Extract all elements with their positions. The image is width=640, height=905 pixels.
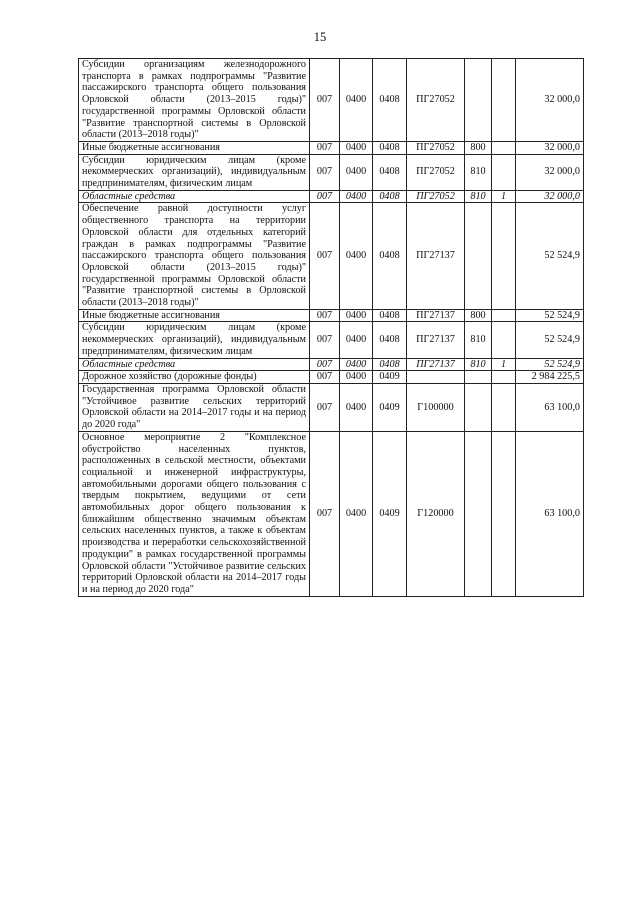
target-article-code: ПГ27137 xyxy=(407,358,465,371)
funding-source-code xyxy=(492,383,516,431)
amount: 32 000,0 xyxy=(516,141,584,154)
amount: 32 000,0 xyxy=(516,59,584,142)
row-name: Иные бюджетные ассигнования xyxy=(79,141,310,154)
expense-type-code: 810 xyxy=(465,154,492,190)
ministry-code: 007 xyxy=(310,358,340,371)
expense-type-code: 800 xyxy=(465,141,492,154)
ministry-code: 007 xyxy=(310,431,340,596)
ministry-code: 007 xyxy=(310,309,340,322)
row-name: Областные средства xyxy=(79,190,310,203)
budget-table xyxy=(78,58,584,597)
section-code: 0400 xyxy=(340,431,373,596)
table-row xyxy=(79,59,584,142)
subsection-code: 0408 xyxy=(373,190,407,203)
target-article-code xyxy=(407,371,465,384)
target-article-code: ПГ27137 xyxy=(407,309,465,322)
expense-type-code xyxy=(465,431,492,596)
section-code: 0400 xyxy=(340,358,373,371)
section-code: 0400 xyxy=(340,203,373,309)
amount: 52 524,9 xyxy=(516,309,584,322)
subsection-code: 0408 xyxy=(373,358,407,371)
funding-source-code xyxy=(492,141,516,154)
amount: 63 100,0 xyxy=(516,383,584,431)
expense-type-code xyxy=(465,383,492,431)
funding-source-code xyxy=(492,203,516,309)
section-code: 0400 xyxy=(340,59,373,142)
row-name: Иные бюджетные ассигнования xyxy=(79,309,310,322)
subsection-code: 0408 xyxy=(373,141,407,154)
section-code: 0400 xyxy=(340,322,373,358)
expense-type-code xyxy=(465,371,492,384)
expense-type-code: 810 xyxy=(465,322,492,358)
row-name: Обеспечение равной доступности услуг общественного транспорта на территории Орловской области для отдельных категорий граждан в рамках подпрограммы "Развитие пассажирского транспорта общего пользования Орловской области (2013–2015 годы)" государственной программы Орловской области "Развитие транспортной системы в Орловской области (2013–2018 годы)" xyxy=(79,203,310,309)
ministry-code: 007 xyxy=(310,371,340,384)
section-code: 0400 xyxy=(340,371,373,384)
funding-source-code xyxy=(492,59,516,142)
row-name: Субсидии юридическим лицам (кроме некоммерческих организаций), индивидуальным предпринимателям, физическим лицам xyxy=(79,322,310,358)
page-number: 15 xyxy=(313,30,327,44)
table-row xyxy=(79,154,584,190)
table-row xyxy=(79,431,584,596)
amount: 52 524,9 xyxy=(516,322,584,358)
table-row xyxy=(79,203,584,309)
amount: 32 000,0 xyxy=(516,190,584,203)
target-article-code: Г100000 xyxy=(407,383,465,431)
ministry-code: 007 xyxy=(310,383,340,431)
row-name: Дорожное хозяйство (дорожные фонды) xyxy=(79,371,310,384)
subsection-code: 0408 xyxy=(373,203,407,309)
subsection-code: 0409 xyxy=(373,371,407,384)
ministry-code: 007 xyxy=(310,141,340,154)
target-article-code: ПГ27137 xyxy=(407,322,465,358)
expense-type-code: 810 xyxy=(465,358,492,371)
target-article-code: ПГ27052 xyxy=(407,59,465,142)
funding-source-code: 1 xyxy=(492,190,516,203)
expense-type-code: 800 xyxy=(465,309,492,322)
table-row xyxy=(79,383,584,431)
section-code: 0400 xyxy=(340,141,373,154)
ministry-code: 007 xyxy=(310,190,340,203)
ministry-code: 007 xyxy=(310,154,340,190)
table-row xyxy=(79,358,584,371)
funding-source-code xyxy=(492,154,516,190)
row-name: Субсидии организациям железнодорожного транспорта в рамках подпрограммы "Развитие пассажирского транспорта общего пользования Орловской области (2013–2015 годы)" государственной программы Орловской области "Развитие транспортной системы в Орловской области (2013–2018 годы)" xyxy=(79,59,310,142)
row-name: Государственная программа Орловской области "Устойчивое развитие сельских территорий Орловской области на 2014–2017 годы и на период до 2020 года" xyxy=(79,383,310,431)
row-name: Областные средства xyxy=(79,358,310,371)
amount: 52 524,9 xyxy=(516,203,584,309)
target-article-code: ПГ27137 xyxy=(407,203,465,309)
table-row xyxy=(79,371,584,384)
subsection-code: 0408 xyxy=(373,322,407,358)
subsection-code: 0409 xyxy=(373,431,407,596)
table-row xyxy=(79,322,584,358)
subsection-code: 0408 xyxy=(373,59,407,142)
row-name: Основное мероприятие 2 "Комплексное обустройство населенных пунктов, расположенных в сельской местности, объектами социальной и инженерной инфраструктуры, автомобильными дорогами общего пользования с твердым покрытием, ведущими от сети автомобильных дорог общего пользования к ближайшим общественно значимым объектам сельских населенных пунктов, а также к объектам производства и переработки сельскохозяйственной продукции" в рамках государственной программы Орловской области "Устойчивое развитие сельских территорий Орловской области на 2014–2017 годы и на период до 2020 года" xyxy=(79,431,310,596)
amount: 63 100,0 xyxy=(516,431,584,596)
funding-source-code xyxy=(492,431,516,596)
amount: 2 984 225,5 xyxy=(516,371,584,384)
table-row xyxy=(79,190,584,203)
ministry-code: 007 xyxy=(310,59,340,142)
table-row xyxy=(79,309,584,322)
target-article-code: ПГ27052 xyxy=(407,141,465,154)
target-article-code: ПГ27052 xyxy=(407,190,465,203)
subsection-code: 0408 xyxy=(373,154,407,190)
section-code: 0400 xyxy=(340,190,373,203)
section-code: 0400 xyxy=(340,309,373,322)
ministry-code: 007 xyxy=(310,322,340,358)
funding-source-code: 1 xyxy=(492,358,516,371)
row-name: Субсидии юридическим лицам (кроме некоммерческих организаций), индивидуальным предпринимателям, физическим лицам xyxy=(79,154,310,190)
funding-source-code xyxy=(492,322,516,358)
subsection-code: 0408 xyxy=(373,309,407,322)
section-code: 0400 xyxy=(340,383,373,431)
expense-type-code xyxy=(465,59,492,142)
amount: 32 000,0 xyxy=(516,154,584,190)
table-body xyxy=(79,59,584,597)
target-article-code: ПГ27052 xyxy=(407,154,465,190)
ministry-code: 007 xyxy=(310,203,340,309)
target-article-code: Г120000 xyxy=(407,431,465,596)
table-row xyxy=(79,141,584,154)
subsection-code: 0409 xyxy=(373,383,407,431)
expense-type-code xyxy=(465,203,492,309)
section-code: 0400 xyxy=(340,154,373,190)
amount: 52 524,9 xyxy=(516,358,584,371)
expense-type-code: 810 xyxy=(465,190,492,203)
funding-source-code xyxy=(492,309,516,322)
funding-source-code xyxy=(492,371,516,384)
